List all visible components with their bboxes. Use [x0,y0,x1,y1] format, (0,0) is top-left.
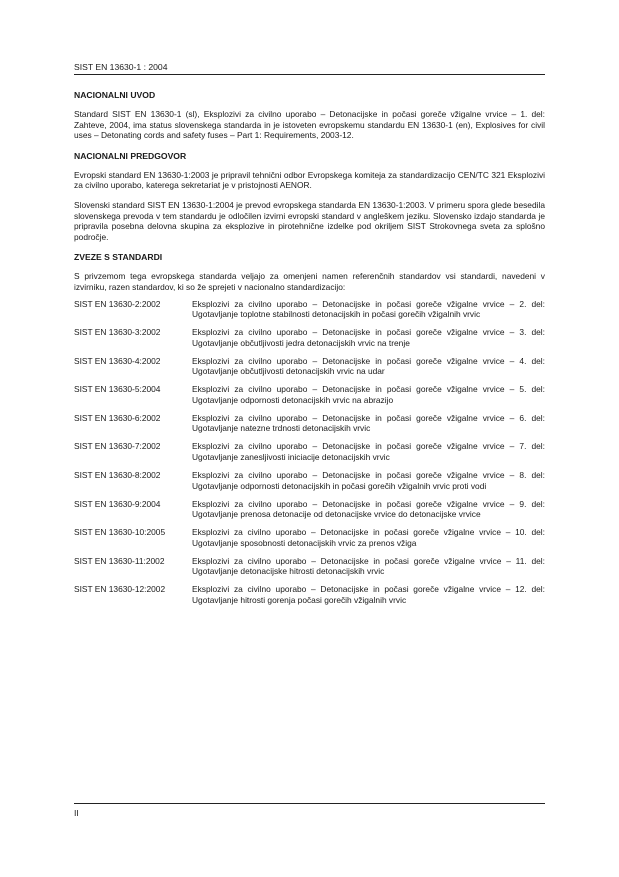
reference-description: Eksplozivi za civilno uporabo – Detonacijske in počasi goreče vžigalne vrvice – 5. del: Ugotavljanje odpornosti detonacijskih vrvic na abrazijo [192,384,545,405]
reference-row [74,327,545,348]
reference-code: SIST EN 13630-9:2004 [74,498,161,509]
footer-divider [74,803,545,804]
reference-description: Eksplozivi za civilno uporabo – Detonacijske in počasi goreče vžigalne vrvice – 3. del: Ugotavljanje občutljivosti jedra detonacijskih vrvic na trenje [192,327,545,348]
section-paragraph: Slovenski standard SIST EN 13630-1:2004 je prevod evropskega standarda EN 13630-1:2003. V primeru spora glede besedila slovenskega prevoda v tem standardu je odločilen izvirni evropski standard v angleškem jeziku. Slovensko izdajo standarda je pripravila posebna delovna skupina za eksplozive in pirotehnične izdelke pod okriljem SIST Strokovnega sveta za splošno področje. [74,199,545,242]
reference-row [74,413,545,434]
reference-row [74,470,545,491]
reference-row [74,384,545,405]
reference-code: SIST EN 13630-2:2002 [74,298,161,309]
reference-description: Eksplozivi za civilno uporabo – Detonacijske in počasi goreče vžigalne vrvice – 4. del: Ugotavljanje občutljivosti detonacijskih vrvic na udar [192,355,545,377]
section-paragraph: Standard SIST EN 13630-1 (sl), Eksplozivi za civilno uporabo – Detonacijske in počasi goreče vžigalne vrvice – 1. del: Zahteve, 2004, ima status slovenskega standarda in je istoveten evropskemu standardu EN 13630-1 (en), Explosives for civil uses – Detonating cords and safety fuses – Part 1: Requirements, 2003-12. [74,109,545,141]
reference-description: Eksplozivi za civilno uporabo – Detonacijske in počasi goreče vžigalne vrvice – 11. del: Ugotavljanje detonacijske hitrosti detonacijskih vrvic [192,555,545,577]
reference-row [74,356,545,377]
section-paragraph: S privzemom tega evropskega standarda veljajo za omenjeni namen referenčnih standardov vsi standardi, navedeni v izvirniku, razen standardov, ki so že sprejeti v nacionalno standardizacijo: [74,271,545,292]
reference-row [74,584,545,605]
section-nacionalni-predgovor [74,151,545,243]
reference-code: SIST EN 13630-10:2005 [74,527,166,538]
reference-description: Eksplozivi za civilno uporabo – Detonacijske in počasi goreče vžigalne vrvice – 7. del: Ugotavljanje zanesljivosti iniciacije detonacijskih vrvic [192,441,545,463]
section-title: NACIONALNI PREDGOVOR [74,150,187,161]
section-paragraph: Evropski standard EN 13630-1:2003 je pripravil tehnični odbor Evropskega komiteja za standardizacijo CEN/TC 321 Eksplozivi za civilno uporabo, katerega sekretariat je v pristojnosti AENOR. [74,169,545,191]
section-zveze-s-standardi [74,252,545,605]
section-nacionalni-uvod [74,90,545,141]
reference-description: Eksplozivi za civilno uporabo – Detonacijske in počasi goreče vžigalne vrvice – 12. del: Ugotavljanje hitrosti gorenja počasi gorečih vžigalnih vrvic [192,584,545,605]
reference-code: SIST EN 13630-4:2002 [74,355,161,366]
page-number: II [74,808,79,818]
header-divider [74,74,545,75]
reference-row [74,441,545,462]
document-body [74,90,545,616]
document-header-id: SIST EN 13630-1 : 2004 [74,62,168,72]
reference-row [74,527,545,548]
reference-row [74,556,545,577]
reference-description: Eksplozivi za civilno uporabo – Detonacijske in počasi goreče vžigalne vrvice – 9. del: Ugotavljanje prenosa detonacije od detonacijske vrvice do detonacijske vrvice [192,498,545,520]
section-title: NACIONALNI UVOD [74,90,156,100]
reference-row [74,299,545,320]
reference-code: SIST EN 13630-8:2002 [74,470,161,480]
reference-description: Eksplozivi za civilno uporabo – Detonacijske in počasi goreče vžigalne vrvice – 10. del: Ugotavljanje sposobnosti detonacijskih vrvic za prenos vžiga [192,527,545,548]
reference-code: SIST EN 13630-5:2004 [74,384,161,395]
reference-description: Eksplozivi za civilno uporabo – Detonacijske in počasi goreče vžigalne vrvice – 6. del: Ugotavljanje natezne trdnosti detonacijskih vrvic [192,412,545,434]
reference-description: Eksplozivi za civilno uporabo – Detonacijske in počasi goreče vžigalne vrvice – 8. del: Ugotavljanje odpornosti detonacijskih in počasi gorečih vžigalnih vrvic proti vodi [192,470,545,491]
reference-code: SIST EN 13630-11:2002 [74,555,165,566]
reference-code: SIST EN 13630-3:2002 [74,327,161,338]
reference-code: SIST EN 13630-6:2002 [74,412,161,423]
reference-code: SIST EN 13630-7:2002 [74,441,161,452]
reference-row [74,499,545,520]
reference-code: SIST EN 13630-12:2002 [74,584,166,595]
reference-list [74,299,545,606]
reference-description: Eksplozivi za civilno uporabo – Detonacijske in počasi goreče vžigalne vrvice – 2. del: Ugotavljanje toplotne stabilnosti detonacijskih in počasi gorečih vžigalnih vrvic [192,298,545,320]
section-title: ZVEZE S STANDARDI [74,252,163,263]
